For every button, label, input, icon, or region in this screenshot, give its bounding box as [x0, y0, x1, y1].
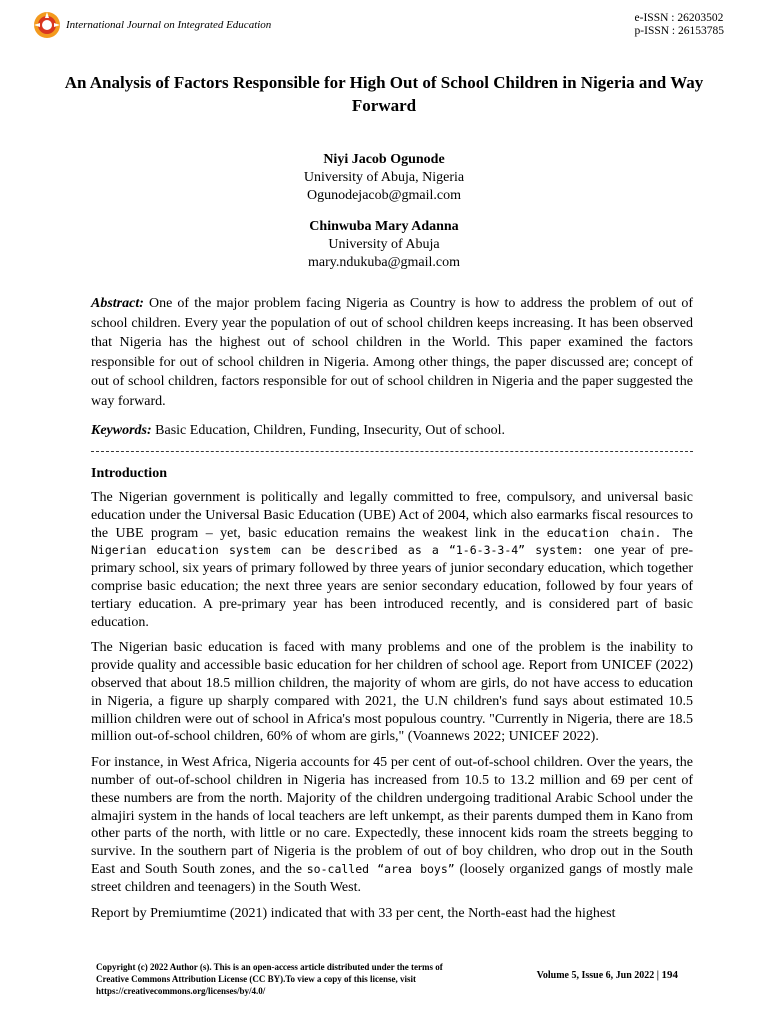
volume-info: [537, 969, 678, 981]
volume-text: Volume 5, Issue 6, Jun 2022 |: [536, 970, 662, 981]
paragraph-text: year of pre-primary school, six years of primary followed by three years of junior secondary education, which together comprise basic education; the next three years are senior secondary education, followed by four years of tertiary education. A pre-primary year has been introduced recently, and is considered part of basic education.: [91, 543, 693, 630]
author-affiliation: University of Abuja: [328, 237, 440, 252]
keywords-label: Keywords:: [91, 423, 152, 438]
author-name: Chinwuba Mary Adanna: [309, 219, 459, 234]
paragraph-text: For instance, in West Africa, Nigeria accounts for 45 per cent of out-of-school children. Over the years, the number of out-of-school children in Nigeria has increased from 10.5 to 13.2 million and 69 per cent of these numbers are from the north. Majority of the children undergoing traditional Arabic School under the almajiri system in the hands of local teachers are left unkempt, as their parents dumped them in Kano from other parts of the north, with little or no care. Expectedly, these innocent kids roam the streets begging to survive. In the southern part of Nigeria is the problem of out of boy children, who drop out in the South East and South South zones, and the: [91, 755, 693, 877]
copyright-notice: Copyright (c) 2022 Author (s). This is an open-access article distributed under the terms of Creative Commons Attribution License (CC BY).To view a copy of this license, visit https://creativecommons.org/licenses/by/4.0/: [96, 962, 443, 996]
paragraph-text-mono: so-called “area boys”: [306, 861, 455, 876]
journal-logo-icon: [32, 10, 62, 40]
main-content: [91, 294, 693, 930]
paragraph-text: The Nigerian government is politically and legally committed to free, compulsory, and universal basic education under the Universal Basic Education (UBE) Act of 2004, which also earmarks fiscal resources to the UBE program – yet, basic education remains the weakest link in the: [91, 490, 693, 541]
page-footer: [96, 961, 678, 1001]
author-1: [0, 151, 768, 205]
paragraph: The Nigerian basic education is faced with many problems and one of the problem is the inability to provide quality and accessible basic education for her children of school age. Report from UNICEF (2022) observed that about 18.5 million children, the majority of whom are girls, do not have access to education in Nigeria, a figure up sharply compared with 2021, the U.N children's fund says about estimated 10.5 million children were out of school in Africa's most populous country. "Currently in Nigeria, there are 18.5 million out-of-school children, 60% of whom are girls," (Voannews 2022; UNICEF 2022).: [91, 640, 693, 745]
pissn: p-ISSN : 26153785: [634, 25, 724, 37]
author-2: [0, 218, 768, 272]
section-heading: Introduction: [91, 465, 167, 481]
introduction-section: [91, 464, 693, 923]
keywords: [91, 421, 693, 441]
author-affiliation: University of Abuja, Nigeria: [303, 170, 465, 185]
issn-block: [635, 12, 724, 38]
abstract-text: One of the major problem facing Nigeria as Country is how to address the problem of out of school children. Every year the population of out of school children keeps increasing. It has been observed that Nigeria has the highest out of school children in the World. This paper examined the factors responsible for out of school children in Nigeria. Among other things, the paper discussed are; concept of out of school children, factors responsible for out of school children in Nigeria and the paper suggested the way forward.: [91, 296, 693, 409]
abstract: [91, 294, 693, 411]
paragraph-text-mono: education chain. The Nigerian education system can be described as a “1-6-3-3-4” system: one: [91, 525, 693, 558]
paragraph-text: (loosely organized gangs of mostly male street children and teenagers) in the South West.: [91, 861, 693, 895]
paragraph: [91, 754, 693, 896]
abstract-label: Abstract:: [91, 296, 144, 311]
paragraph: [91, 489, 693, 631]
divider: [91, 451, 693, 452]
author-name: Niyi Jacob Ogunode: [323, 152, 445, 167]
author-email: mary.ndukuba@gmail.com: [308, 255, 460, 270]
journal-name: International Journal on Integrated Education: [66, 19, 272, 31]
author-email: Ogunodejacob@gmail.com: [306, 188, 462, 203]
page-number: 194: [661, 969, 678, 981]
paragraph: Report by Premiumtime (2021) indicated that with 33 per cent, the North-east had the highest: [91, 905, 616, 921]
page-header: [30, 10, 738, 50]
keywords-text: Basic Education, Children, Funding, Insecurity, Out of school.: [155, 423, 505, 438]
eissn: e-ISSN : 26203502: [634, 12, 724, 24]
paper-title: An Analysis of Factors Responsible for High Out of School Children in Nigeria and Way Forward: [64, 73, 704, 115]
